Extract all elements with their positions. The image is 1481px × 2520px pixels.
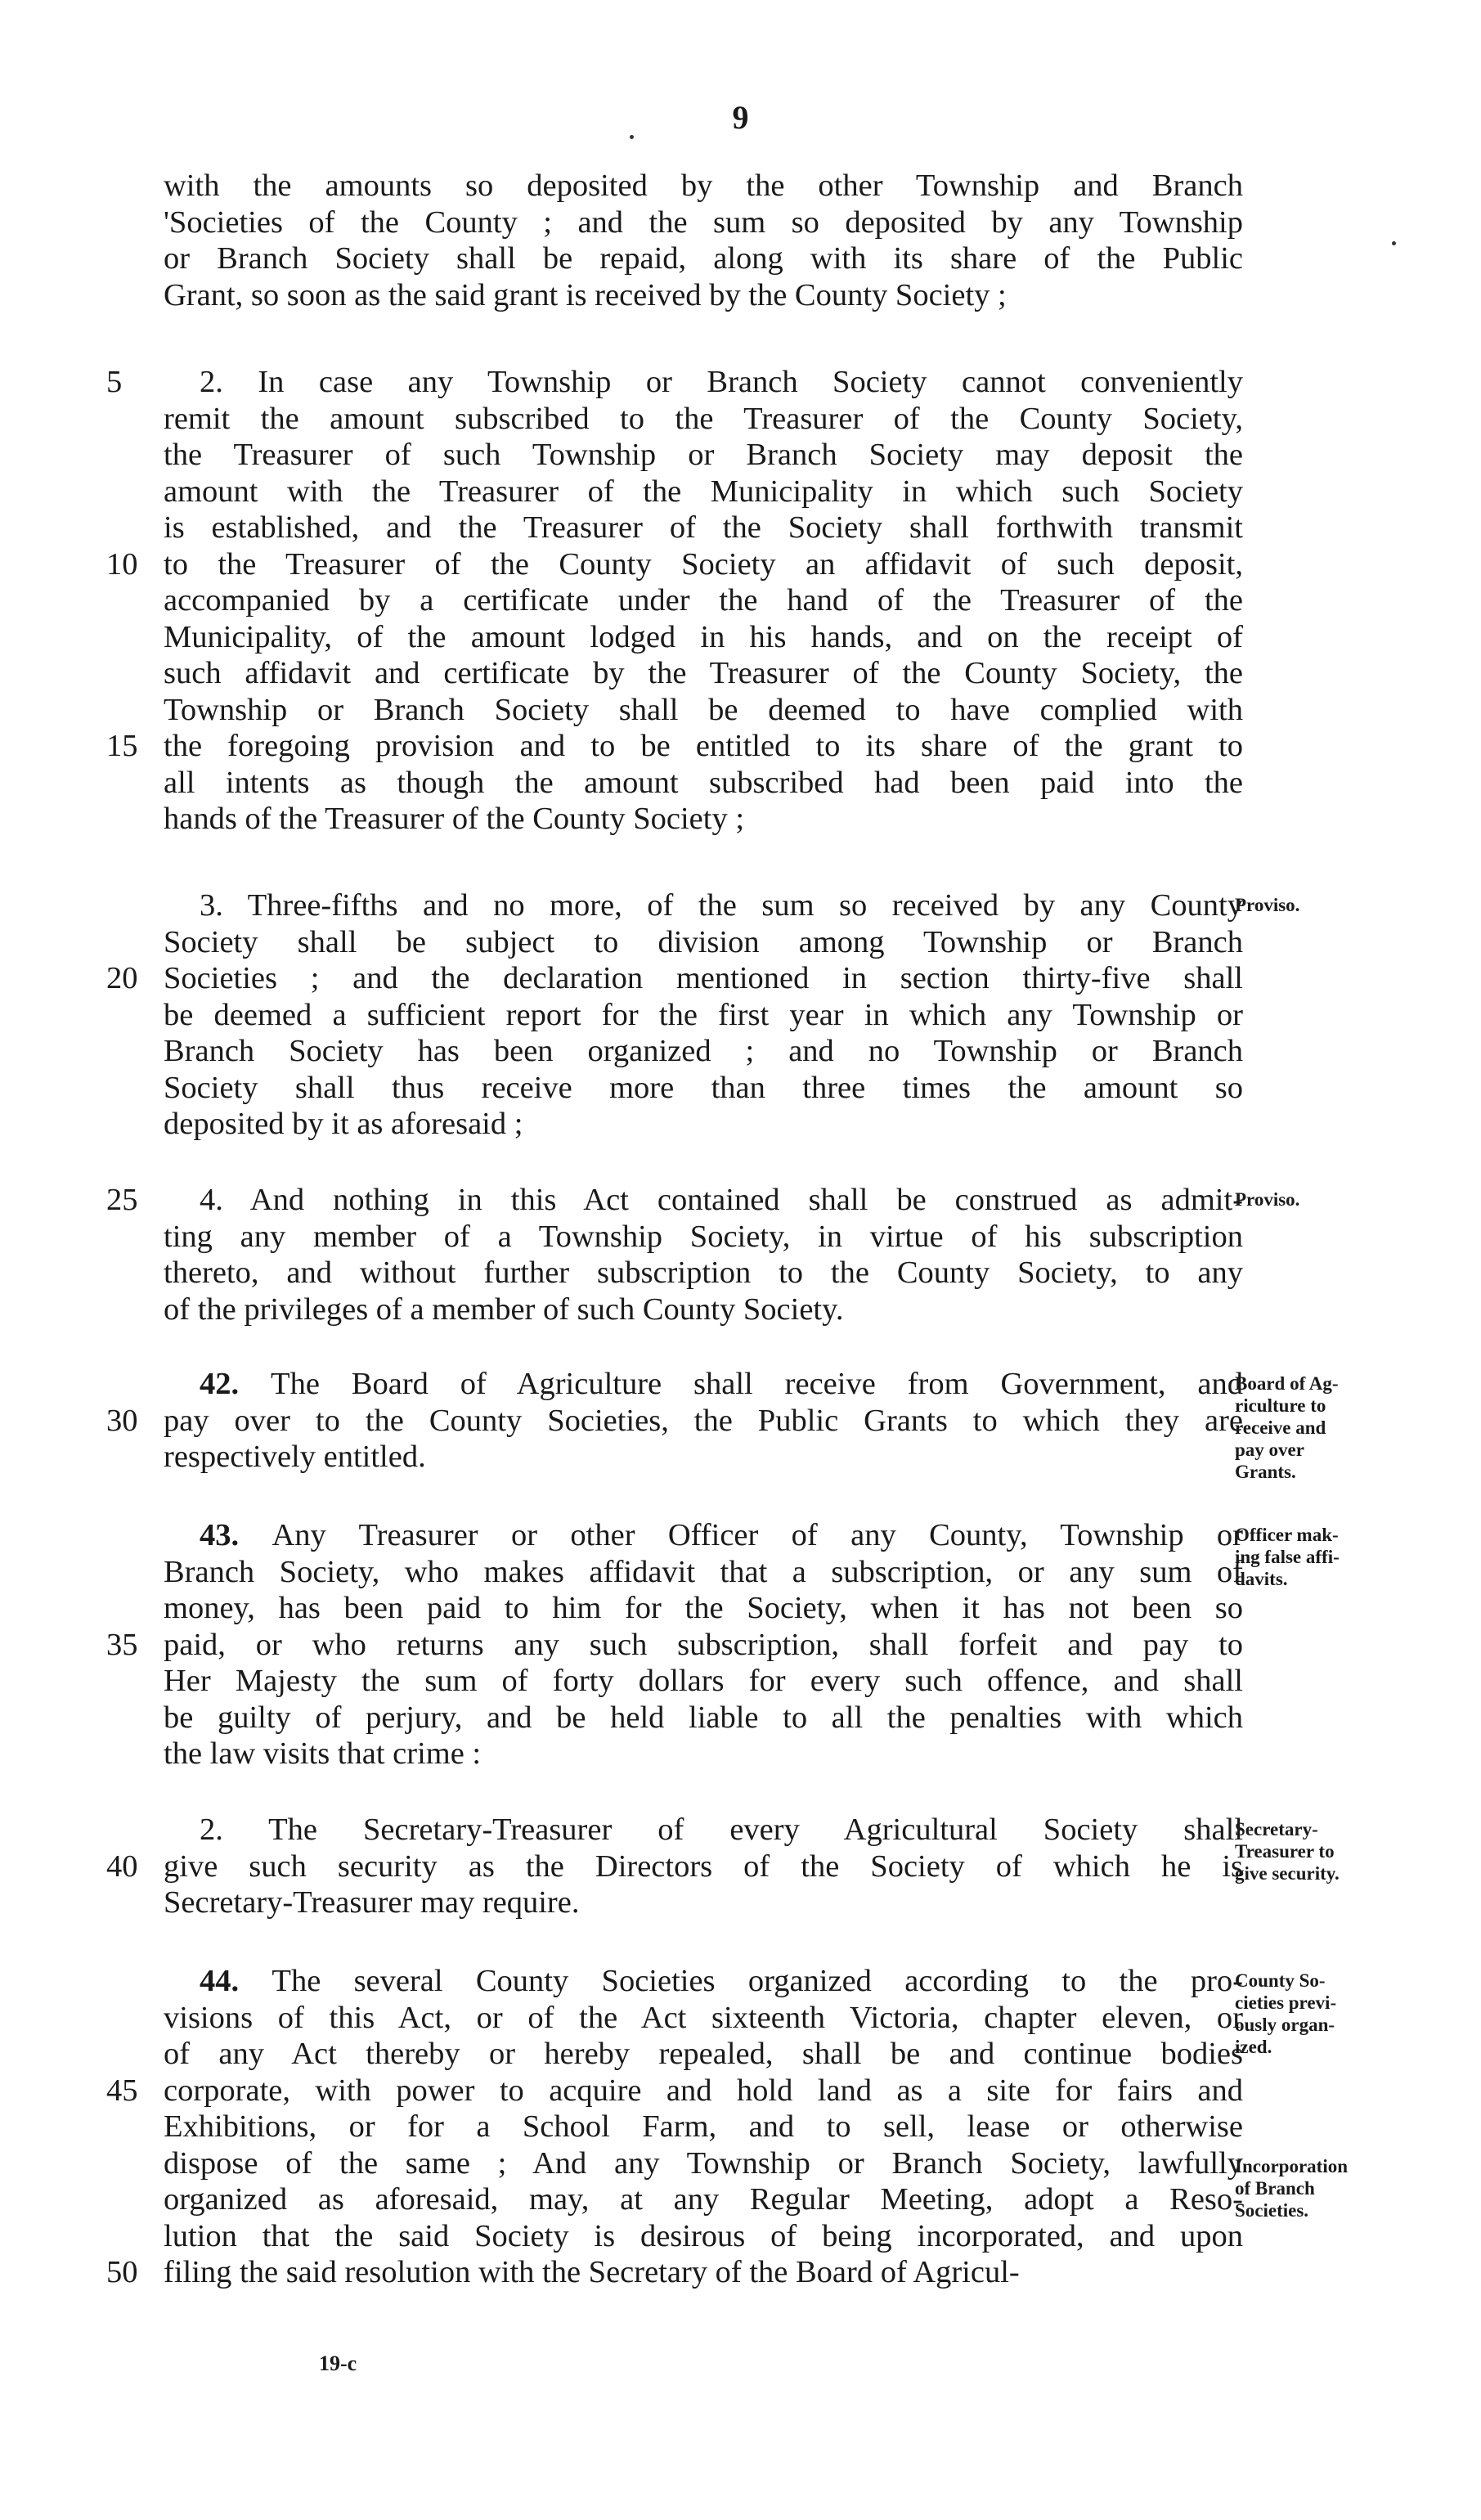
line-text: Society shall thus receive more than three times the amount so (164, 1070, 1243, 1105)
line-text: 3. Three-fifths and no more, of the sum so received by any County (200, 888, 1243, 923)
ink-speck (630, 135, 634, 139)
text-line (164, 1848, 1243, 1884)
line-text: Society shall be subject to division among Township or Branch (164, 924, 1243, 959)
line-text: money, has been paid to him for the Society, when it has not been so (164, 1591, 1243, 1625)
line-text: give such security as the Directors of the Society of which he is (164, 1848, 1243, 1884)
line-number: 10 (106, 546, 138, 582)
line-number: 40 (106, 1848, 138, 1884)
text-line (164, 1554, 1243, 1590)
line-text: Her Majesty the sum of forty dollars for every such offence, and shall (164, 1664, 1243, 1698)
text-line (164, 1812, 1243, 1848)
text-line (164, 1963, 1243, 1999)
line-text: with the amounts so deposited by the other Township and Branch (164, 168, 1243, 203)
line-text: the Treasurer of such Township or Branch Society may deposit the (164, 438, 1243, 472)
text-line (164, 437, 1243, 473)
text-line (164, 277, 1243, 313)
line-text: amount with the Treasurer of the Municipality in which such Society (164, 474, 1243, 509)
margin-note: Proviso. (1235, 895, 1300, 915)
text-line (164, 204, 1243, 240)
line-number: 35 (106, 1627, 138, 1662)
line-text: organized as aforesaid, may, at any Regular Meeting, adopt a Reso- (164, 2182, 1243, 2217)
line-text: thereto, and without further subscription to the County Society, to any (164, 1256, 1243, 1290)
text-line (164, 1070, 1243, 1106)
line-text: such affidavit and certificate by the Treasurer of the County Society, the (164, 656, 1243, 690)
line-number: 50 (106, 2255, 138, 2289)
text-line (164, 1106, 1243, 1142)
line-text: pay over to the County Societies, the Public Grants to which they are (164, 1403, 1243, 1438)
text-line (164, 801, 1243, 837)
text-line (164, 924, 1243, 960)
text-line (164, 2036, 1243, 2072)
line-text: be deemed a sufficient report for the first year in which any Township or (164, 997, 1243, 1032)
line-number: 30 (106, 1403, 138, 1438)
line-text: dispose of the same ; And any Township or Branch Society, lawfully (164, 2145, 1243, 2181)
text-line (164, 1627, 1243, 1663)
line-text: 2. The Secretary-Treasurer of every Agricultural Society shall (200, 1813, 1243, 1847)
line-number: 5 (106, 365, 123, 399)
line-text: 'Societies of the County ; and the sum so deposited by any Township (164, 204, 1243, 240)
margin-note: Secretary- Treasurer to give security. (1235, 1819, 1340, 1884)
line-text: paid, or who returns any such subscription, shall forfeit and pay to (164, 1627, 1243, 1662)
text-line (164, 1255, 1243, 1291)
line-text: lution that the said Society is desirous of being incorporated, and upon (164, 2218, 1243, 2253)
line-text: hands of the Treasurer of the County Society ; (164, 802, 745, 836)
margin-note: Proviso. (1235, 1189, 1300, 1210)
line-text: Any Treasurer or other Officer of any County, Township or (272, 1518, 1244, 1552)
text-line (164, 1403, 1243, 1439)
text-line (164, 1590, 1243, 1626)
text-line (164, 168, 1243, 204)
text-line (164, 2073, 1243, 2109)
text-line (164, 2181, 1243, 2217)
line-text: Societies ; and the declaration mentioned in section thirty-five shall (164, 961, 1243, 995)
text-line (164, 1700, 1243, 1736)
line-text: the foregoing provision and to be entitled to its share of the grant to (164, 729, 1243, 763)
text-line (164, 692, 1243, 728)
text-line (164, 1219, 1243, 1255)
line-text: Exhibitions, or for a School Farm, and to sell, lease or otherwise (164, 2109, 1243, 2144)
text-line (164, 1736, 1243, 1772)
line-text: Branch Society, who makes affidavit that a subscription, or any sum of (164, 1554, 1243, 1589)
line-text: Township or Branch Society shall be deemed to have complied with (164, 692, 1243, 727)
line-number: 15 (106, 729, 138, 763)
line-text: respectively entitled. (164, 1440, 426, 1474)
line-text: Grant, so soon as the said grant is received by the County Society ; (164, 277, 1007, 312)
section-number: 42. (200, 1367, 272, 1401)
text-line (164, 1366, 1243, 1402)
text-line (164, 364, 1243, 400)
text-line (164, 546, 1243, 582)
text-line (164, 2254, 1243, 2290)
text-line (164, 1884, 1243, 1920)
line-text: 2. In case any Township or Branch Society cannot conveniently (200, 365, 1243, 399)
text-line (164, 997, 1243, 1033)
text-line (164, 960, 1243, 996)
line-text: ting any member of a Township Society, in virtue of his subscription (164, 1219, 1243, 1254)
line-text: visions of this Act, or of the Act sixteenth Victoria, chapter eleven, or (164, 2000, 1243, 2035)
line-text: Municipality, of the amount lodged in his hands, and on the receipt of (164, 619, 1243, 654)
line-text: Branch Society has been organized ; and no Township or Branch (164, 1034, 1243, 1068)
line-text: the law visits that crime : (164, 1736, 482, 1771)
line-number: 45 (106, 2073, 138, 2108)
margin-note: Incorporation of Branch Societies. (1235, 2156, 1348, 2221)
text-line (164, 1182, 1243, 1218)
text-line (164, 240, 1243, 276)
line-text: The several County Societies organized according to the pro- (272, 1964, 1243, 1998)
line-text: of the privileges of a member of such County Society. (164, 1291, 844, 1327)
text-line (164, 1663, 1243, 1699)
text-line (164, 401, 1243, 437)
line-text: 4. And nothing in this Act contained shall be construed as admit- (200, 1183, 1243, 1217)
text-line (164, 2145, 1243, 2181)
text-line (164, 1291, 1243, 1327)
text-line (164, 1517, 1243, 1553)
text-line (164, 1033, 1243, 1069)
line-text: Secretary-Treasurer may require. (164, 1885, 580, 1920)
text-line (164, 2000, 1243, 2036)
text-line (164, 765, 1243, 801)
line-text: accompanied by a certificate under the hand of the Treasurer of the (164, 583, 1243, 618)
ink-speck (1392, 241, 1396, 245)
margin-note: Board of Ag- riculture to receive and pay over Grants. (1235, 1373, 1339, 1482)
text-line (164, 2109, 1243, 2145)
text-line (164, 1439, 1243, 1475)
line-text: or Branch Society shall be repaid, along with its share of the Public (164, 241, 1243, 276)
text-line (164, 474, 1243, 510)
text-line (164, 582, 1243, 618)
line-text: remit the amount subscribed to the Treasurer of the County Society, (164, 401, 1243, 436)
margin-note: Officer mak- ing false affi- davits. (1235, 1525, 1340, 1589)
line-text: The Board of Agriculture shall receive from Government, and (271, 1367, 1244, 1401)
margin-note: County So- cieties previ- ously organ- ized. (1235, 1970, 1337, 2057)
line-text: deposited by it as aforesaid ; (164, 1107, 523, 1141)
text-line (164, 728, 1243, 764)
section-number: 44. (200, 1964, 272, 1998)
line-text: corporate, with power to acquire and hold land as a site for fairs and (164, 2073, 1243, 2108)
section-number: 43. (200, 1518, 272, 1552)
line-text: is established, and the Treasurer of the Society shall forthwith transmit (164, 510, 1243, 545)
page-number: 9 (732, 99, 749, 136)
line-text: all intents as though the amount subscribed had been paid into the (164, 765, 1243, 800)
text-line (164, 655, 1243, 691)
footer-signature: 19-c (319, 2352, 357, 2375)
text-line (164, 2218, 1243, 2254)
line-text: be guilty of perjury, and be held liable to all the penalties with which (164, 1700, 1243, 1735)
line-number: 20 (106, 961, 138, 995)
text-line (164, 887, 1243, 923)
line-text: to the Treasurer of the County Society an affidavit of such deposit, (164, 546, 1243, 582)
line-text: of any Act thereby or hereby repealed, shall be and continue bodies (164, 2037, 1243, 2071)
line-number: 25 (106, 1183, 138, 1217)
text-line (164, 510, 1243, 546)
text-line (164, 619, 1243, 655)
line-text: filing the said resolution with the Secretary of the Board of Agricul- (164, 2255, 1020, 2289)
